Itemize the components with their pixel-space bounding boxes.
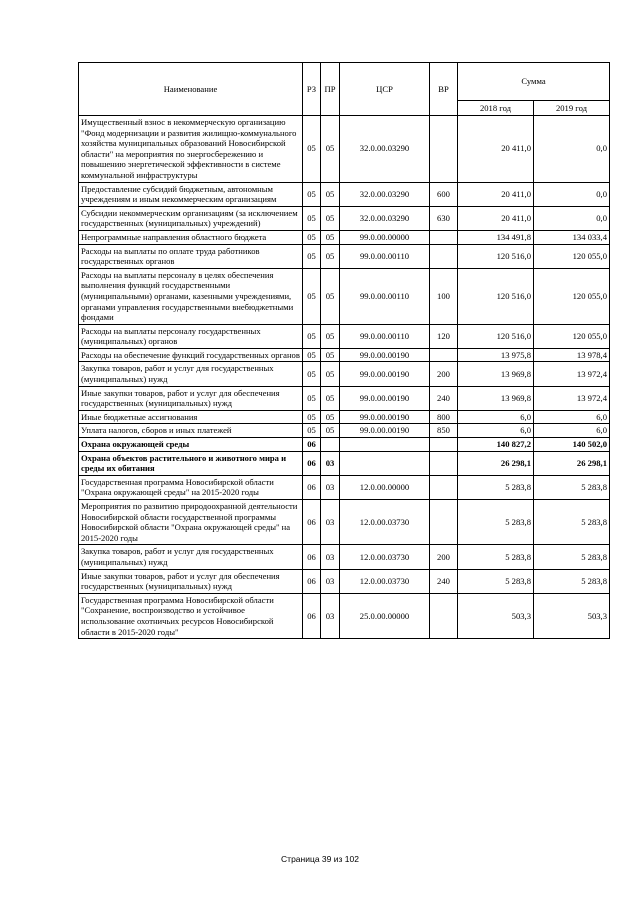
cell-2019: 120 055,0 <box>534 268 610 324</box>
cell-vr <box>430 451 458 475</box>
cell-rz: 05 <box>303 348 321 362</box>
cell-pr: 05 <box>321 362 340 386</box>
header-rz: РЗ <box>303 63 321 116</box>
cell-rz: 06 <box>303 545 321 569</box>
cell-2019: 120 055,0 <box>534 244 610 268</box>
cell-name: Государственная программа Новосибирской области "Охрана окружающей среды" на 2015-2020 годы <box>79 475 303 499</box>
page-footer: Страница 39 из 102 <box>281 854 359 864</box>
cell-csr: 12.0.00.03730 <box>340 569 430 593</box>
cell-2018: 13 969,8 <box>458 362 534 386</box>
header-name: Наименование <box>79 63 303 116</box>
cell-name: Предоставление субсидий бюджетным, автономным учреждениям и иным некоммерческим организациям <box>79 182 303 206</box>
cell-rz: 05 <box>303 386 321 410</box>
cell-csr: 99.0.00.00000 <box>340 230 430 244</box>
cell-csr <box>340 438 430 452</box>
cell-name: Уплата налогов, сборов и иных платежей <box>79 424 303 438</box>
cell-2019: 503,3 <box>534 593 610 638</box>
header-year-2018: 2018 год <box>458 101 534 116</box>
cell-2018: 13 975,8 <box>458 348 534 362</box>
cell-pr: 03 <box>321 593 340 638</box>
cell-name: Мероприятия по развитию природоохранной деятельности Новосибирской области государственной программы Новосибирской области "Охрана окружающей среды" на 2015-2020 годы <box>79 500 303 545</box>
cell-csr: 99.0.00.00190 <box>340 348 430 362</box>
cell-vr: 240 <box>430 569 458 593</box>
cell-rz: 06 <box>303 451 321 475</box>
cell-name: Расходы на обеспечение функций государственных органов <box>79 348 303 362</box>
cell-pr: 03 <box>321 545 340 569</box>
cell-2018: 13 969,8 <box>458 386 534 410</box>
cell-vr: 200 <box>430 362 458 386</box>
cell-pr <box>321 438 340 452</box>
table-row <box>79 324 610 348</box>
cell-2018: 140 827,2 <box>458 438 534 452</box>
table-row <box>79 268 610 324</box>
budget-table <box>78 62 610 639</box>
cell-rz: 05 <box>303 230 321 244</box>
cell-2019: 0,0 <box>534 182 610 206</box>
table-row <box>79 182 610 206</box>
table-row <box>79 451 610 475</box>
cell-2018: 5 283,8 <box>458 569 534 593</box>
cell-pr: 05 <box>321 230 340 244</box>
cell-2018: 503,3 <box>458 593 534 638</box>
cell-csr: 99.0.00.00110 <box>340 268 430 324</box>
cell-name: Охрана окружающей среды <box>79 438 303 452</box>
table-row <box>79 500 610 545</box>
cell-name: Иные бюджетные ассигнования <box>79 410 303 424</box>
header-vr: ВР <box>430 63 458 116</box>
cell-2018: 6,0 <box>458 410 534 424</box>
cell-2018: 20 411,0 <box>458 182 534 206</box>
table-row <box>79 424 610 438</box>
cell-rz: 05 <box>303 182 321 206</box>
cell-2018: 5 283,8 <box>458 545 534 569</box>
header-csr: ЦСР <box>340 63 430 116</box>
cell-pr: 03 <box>321 500 340 545</box>
cell-vr <box>430 244 458 268</box>
table-row <box>79 348 610 362</box>
cell-2018: 6,0 <box>458 424 534 438</box>
cell-pr: 05 <box>321 206 340 230</box>
cell-name: Субсидии некоммерческим организациям (за исключением государственных (муниципальных) учреждений) <box>79 206 303 230</box>
header-sum: Сумма <box>458 63 610 101</box>
cell-name: Расходы на выплаты персоналу государственных (муниципальных) органов <box>79 324 303 348</box>
cell-name: Закупка товаров, работ и услуг для государственных (муниципальных) нужд <box>79 545 303 569</box>
cell-csr: 99.0.00.00110 <box>340 244 430 268</box>
cell-name: Государственная программа Новосибирской области "Сохранение, воспроизводство и устойчивое использование охотничьих ресурсов Новосибирской области в 2015-2020 годы" <box>79 593 303 638</box>
cell-csr: 12.0.00.03730 <box>340 545 430 569</box>
cell-2019: 5 283,8 <box>534 475 610 499</box>
cell-2019: 0,0 <box>534 116 610 183</box>
table-row <box>79 244 610 268</box>
cell-pr: 05 <box>321 386 340 410</box>
cell-2018: 120 516,0 <box>458 324 534 348</box>
table-row <box>79 475 610 499</box>
cell-rz: 05 <box>303 324 321 348</box>
cell-vr: 850 <box>430 424 458 438</box>
cell-vr <box>430 500 458 545</box>
cell-vr <box>430 593 458 638</box>
cell-csr: 32.0.00.03290 <box>340 116 430 183</box>
cell-csr: 32.0.00.03290 <box>340 206 430 230</box>
cell-2019: 0,0 <box>534 206 610 230</box>
cell-pr: 03 <box>321 451 340 475</box>
cell-csr: 99.0.00.00190 <box>340 424 430 438</box>
cell-rz: 05 <box>303 424 321 438</box>
cell-rz: 06 <box>303 475 321 499</box>
cell-2019: 140 502,0 <box>534 438 610 452</box>
cell-csr: 99.0.00.00190 <box>340 362 430 386</box>
table-row <box>79 569 610 593</box>
cell-vr: 200 <box>430 545 458 569</box>
cell-pr: 05 <box>321 244 340 268</box>
cell-vr: 630 <box>430 206 458 230</box>
cell-rz: 06 <box>303 500 321 545</box>
cell-2019: 5 283,8 <box>534 500 610 545</box>
cell-csr: 99.0.00.00110 <box>340 324 430 348</box>
cell-name: Иные закупки товаров, работ и услуг для обеспечения государственных (муниципальных) нужд <box>79 386 303 410</box>
cell-csr: 99.0.00.00190 <box>340 410 430 424</box>
table-body <box>79 116 610 639</box>
cell-2019: 13 972,4 <box>534 386 610 410</box>
cell-name: Расходы на выплаты по оплате труда работников государственных органов <box>79 244 303 268</box>
cell-2019: 26 298,1 <box>534 451 610 475</box>
cell-rz: 05 <box>303 116 321 183</box>
cell-2019: 13 978,4 <box>534 348 610 362</box>
table-row <box>79 410 610 424</box>
cell-pr: 05 <box>321 424 340 438</box>
cell-name: Закупка товаров, работ и услуг для государственных (муниципальных) нужд <box>79 362 303 386</box>
cell-vr: 120 <box>430 324 458 348</box>
cell-2019: 6,0 <box>534 424 610 438</box>
cell-2018: 20 411,0 <box>458 206 534 230</box>
cell-vr: 800 <box>430 410 458 424</box>
table-row <box>79 206 610 230</box>
cell-2019: 13 972,4 <box>534 362 610 386</box>
cell-2018: 5 283,8 <box>458 500 534 545</box>
cell-csr: 12.0.00.00000 <box>340 475 430 499</box>
table-row <box>79 116 610 183</box>
cell-2019: 5 283,8 <box>534 569 610 593</box>
cell-2018: 120 516,0 <box>458 268 534 324</box>
cell-csr <box>340 451 430 475</box>
cell-rz: 05 <box>303 362 321 386</box>
cell-2019: 134 033,4 <box>534 230 610 244</box>
cell-2018: 134 491,8 <box>458 230 534 244</box>
cell-csr: 12.0.00.03730 <box>340 500 430 545</box>
cell-2018: 120 516,0 <box>458 244 534 268</box>
cell-rz: 05 <box>303 410 321 424</box>
table-row <box>79 438 610 452</box>
cell-pr: 05 <box>321 348 340 362</box>
cell-pr: 05 <box>321 324 340 348</box>
cell-name: Расходы на выплаты персоналу в целях обеспечения выполнения функций государственными (муниципальными) органами, казенными учреждениями, органами управления государственными внебюджетными фондами <box>79 268 303 324</box>
cell-vr: 100 <box>430 268 458 324</box>
cell-2018: 26 298,1 <box>458 451 534 475</box>
cell-name: Иные закупки товаров, работ и услуг для обеспечения государственных (муниципальных) нужд <box>79 569 303 593</box>
table-row <box>79 386 610 410</box>
cell-csr: 32.0.00.03290 <box>340 182 430 206</box>
table-row <box>79 230 610 244</box>
cell-pr: 03 <box>321 569 340 593</box>
cell-rz: 06 <box>303 593 321 638</box>
cell-vr <box>430 475 458 499</box>
table-row <box>79 593 610 638</box>
cell-name: Охрана объектов растительного и животного мира и среды их обитания <box>79 451 303 475</box>
header-year-2019: 2019 год <box>534 101 610 116</box>
cell-rz: 05 <box>303 206 321 230</box>
cell-pr: 05 <box>321 410 340 424</box>
header-pr: ПР <box>321 63 340 116</box>
cell-vr <box>430 438 458 452</box>
cell-vr <box>430 230 458 244</box>
table-row <box>79 545 610 569</box>
cell-vr <box>430 116 458 183</box>
cell-2019: 6,0 <box>534 410 610 424</box>
cell-rz: 05 <box>303 268 321 324</box>
cell-2018: 5 283,8 <box>458 475 534 499</box>
cell-csr: 25.0.00.00000 <box>340 593 430 638</box>
cell-vr <box>430 348 458 362</box>
cell-2019: 120 055,0 <box>534 324 610 348</box>
cell-name: Непрограммные направления областного бюджета <box>79 230 303 244</box>
cell-vr: 240 <box>430 386 458 410</box>
cell-pr: 03 <box>321 475 340 499</box>
cell-2018: 20 411,0 <box>458 116 534 183</box>
cell-pr: 05 <box>321 182 340 206</box>
cell-csr: 99.0.00.00190 <box>340 386 430 410</box>
cell-rz: 05 <box>303 244 321 268</box>
table-row <box>79 362 610 386</box>
cell-2019: 5 283,8 <box>534 545 610 569</box>
cell-vr: 600 <box>430 182 458 206</box>
cell-name: Имущественный взнос в некоммерческую организацию "Фонд модернизации и развития жилищно-коммунального хозяйства муниципальных образований Новосибирской области" на мероприятия по энергосбережению и повышению энергетической эффективности в системе коммунальной инфраструктуры <box>79 116 303 183</box>
cell-pr: 05 <box>321 268 340 324</box>
cell-rz: 06 <box>303 438 321 452</box>
cell-rz: 06 <box>303 569 321 593</box>
cell-pr: 05 <box>321 116 340 183</box>
